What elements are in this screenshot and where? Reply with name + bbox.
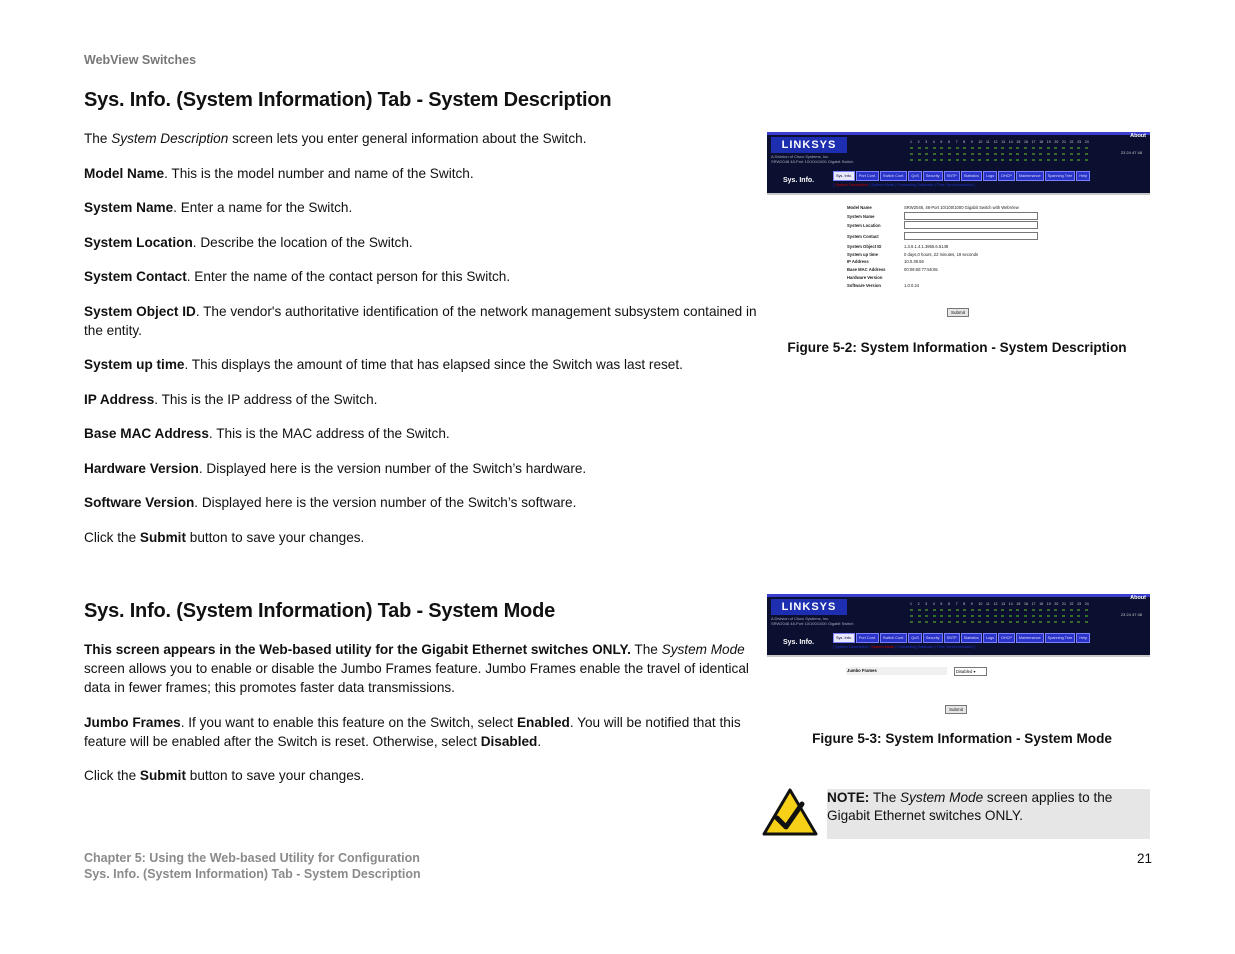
- port-led: [925, 621, 928, 623]
- port-led: [1024, 609, 1027, 611]
- port-number: 14: [1008, 140, 1013, 144]
- port-led: [1085, 621, 1088, 623]
- port-led: [986, 621, 989, 623]
- port-number: 6: [948, 140, 950, 144]
- subnav-link[interactable]: Time Synchronization: [936, 645, 973, 649]
- port-panel: [910, 602, 1094, 628]
- port-led: [1070, 153, 1073, 155]
- port-led: [1054, 609, 1057, 611]
- port-led: [963, 609, 966, 611]
- port-led: [1062, 159, 1065, 161]
- linksys-logo: LINKSYS: [771, 599, 847, 615]
- port-led: [978, 609, 981, 611]
- port-led: [956, 609, 959, 611]
- port-number: 4: [932, 140, 935, 144]
- port-number: 4: [932, 602, 935, 606]
- port-led: [918, 615, 921, 617]
- port-led: [910, 153, 913, 155]
- about-link[interactable]: About: [1130, 595, 1146, 601]
- port-led: [948, 621, 951, 623]
- tab-item[interactable]: Spanning Tree: [1045, 171, 1076, 181]
- port-led: [940, 153, 943, 155]
- system-description-form: [767, 195, 1150, 325]
- port-led: [1016, 159, 1019, 161]
- text-input[interactable]: [904, 232, 1038, 240]
- port-led: [1009, 147, 1012, 149]
- port-led: [925, 153, 928, 155]
- system-mode-form: [767, 657, 1150, 717]
- port-led: [1062, 615, 1065, 617]
- intro-paragraph: The System Description screen lets you enter general information about the Switch.: [84, 131, 587, 146]
- port-led: [933, 159, 936, 161]
- port-led: [1077, 621, 1080, 623]
- port-led: [1016, 609, 1019, 611]
- port-led: [1085, 615, 1088, 617]
- section-title-system-mode: Sys. Info. (System Information) Tab - System Mode: [84, 600, 556, 622]
- port-led: [1024, 621, 1027, 623]
- port-led: [1009, 609, 1012, 611]
- port-led: [971, 609, 974, 611]
- port-led: [1024, 147, 1027, 149]
- port-led: [963, 147, 966, 149]
- port-number: 23: [1077, 602, 1082, 606]
- port-number: 2: [917, 602, 920, 606]
- port-led: [986, 153, 989, 155]
- definition-item: Software Version. Displayed here is the version number of the Switch’s software.: [84, 495, 577, 510]
- system-description-screenshot: [767, 132, 1150, 332]
- port-led: [1039, 615, 1042, 617]
- screenshot-navrow: [767, 169, 1150, 195]
- port-led: [971, 615, 974, 617]
- form-value: 1.3.6.1.4.1.3955.6.5148: [904, 244, 949, 249]
- port-number: 22: [1069, 140, 1074, 144]
- port-led: [1070, 159, 1073, 161]
- tab-item[interactable]: Help: [1076, 633, 1090, 643]
- port-number: 8: [963, 602, 966, 606]
- port-led: [994, 147, 997, 149]
- port-led: [918, 621, 921, 623]
- figure-caption-5-2: Figure 5-2: System Information - System Description: [787, 340, 1127, 355]
- tab-item[interactable]: Maintenance: [1016, 633, 1044, 643]
- port-number: 17: [1031, 140, 1036, 144]
- form-label: Software Version: [847, 283, 881, 288]
- port-number: 9: [970, 140, 973, 144]
- port-led: [1070, 615, 1073, 617]
- definition-item: System up time. This displays the amount of time that has elapsed since the Switch was last reset.: [84, 357, 683, 372]
- port-led: [948, 615, 951, 617]
- port-number: 15: [1016, 602, 1021, 606]
- click-submit-paragraph-2: Click the Submit button to save your changes.: [84, 768, 365, 783]
- port-led: [1009, 159, 1012, 161]
- port-led: [956, 159, 959, 161]
- port-led: [1085, 609, 1088, 611]
- port-led: [1077, 615, 1080, 617]
- nav-title: Sys. Info.: [783, 639, 815, 646]
- port-number: 18: [1039, 602, 1044, 606]
- port-number: 10: [978, 602, 983, 606]
- port-led: [1077, 159, 1080, 161]
- subnav-link[interactable]: System Mode: [870, 183, 895, 187]
- form-label: Model Name: [847, 205, 872, 210]
- definition-item: System Contact. Enter the name of the contact person for this Switch.: [84, 269, 511, 284]
- port-number: 5: [940, 140, 943, 144]
- definition-item: Base MAC Address. This is the MAC address of the Switch.: [84, 426, 450, 441]
- port-number: 6: [948, 602, 950, 606]
- port-panel: [910, 140, 1094, 166]
- tab-item[interactable]: Statistics: [961, 633, 982, 643]
- definition-item: System Location. Describe the location of the Switch.: [84, 234, 413, 250]
- port-led: [994, 153, 997, 155]
- port-led: [956, 615, 959, 617]
- port-led: [1085, 147, 1088, 149]
- tab-item[interactable]: Security: [923, 171, 943, 181]
- port-led: [1077, 147, 1080, 149]
- port-number: 11: [986, 602, 990, 606]
- footer-chapter: Chapter 5: Using the Web-based Utility for Configuration Sys. Info. (System Information) Tab - System Description: [84, 851, 421, 881]
- port-number: 13: [1001, 602, 1006, 606]
- port-led: [925, 159, 928, 161]
- port-led: [956, 153, 959, 155]
- definition-item: System Object ID. The vendor's authoritative identification of the network management subsystem contained in the entity.: [84, 303, 757, 338]
- port-led: [933, 609, 936, 611]
- port-led: [1009, 153, 1012, 155]
- port-led: [1032, 621, 1035, 623]
- port-led: [1062, 147, 1065, 149]
- port-led: [933, 621, 936, 623]
- port-led: [963, 621, 966, 623]
- port-led: [1085, 153, 1088, 155]
- port-led: [918, 159, 921, 161]
- port-number: 20: [1054, 140, 1059, 144]
- port-number: 18: [1039, 140, 1044, 144]
- port-led: [994, 159, 997, 161]
- screenshot-navrow: [767, 631, 1150, 657]
- port-led: [1001, 153, 1004, 155]
- port-number: 14: [1008, 602, 1013, 606]
- section-title-system-description: Sys. Info. (System Information) Tab - System Description: [84, 89, 612, 111]
- tab-item[interactable]: Switch Conf.: [880, 633, 907, 643]
- form-value: 00:09:60:77:56:65: [904, 267, 938, 272]
- form-value: 1.0.0.24: [904, 283, 920, 288]
- port-led: [1047, 147, 1050, 149]
- port-led: [1054, 621, 1057, 623]
- port-number: 8: [963, 140, 966, 144]
- port-number: 11: [986, 140, 990, 144]
- about-link[interactable]: About: [1130, 133, 1146, 139]
- port-number: 20: [1054, 602, 1059, 606]
- port-number: 17: [1031, 602, 1036, 606]
- logo-subtitle: A Division of Cisco Systems, Inc. SRW2048 48-Port 10/100/1000 Gigabit Switch: [771, 616, 854, 626]
- port-number: 5: [940, 602, 943, 606]
- tab-item[interactable]: DHCP: [998, 633, 1015, 643]
- tab-bar: [833, 633, 1090, 643]
- tab-item[interactable]: SNTP: [944, 633, 960, 643]
- port-led: [994, 615, 997, 617]
- port-led: [1062, 153, 1065, 155]
- system-mode-screenshot: [767, 594, 1150, 720]
- subnav-link[interactable]: Forwarding Database: [897, 183, 934, 187]
- port-led: [978, 147, 981, 149]
- port-led: [994, 609, 997, 611]
- form-label: System Name: [847, 214, 875, 219]
- port-led: [933, 615, 936, 617]
- port-led: [963, 153, 966, 155]
- text-input[interactable]: [904, 212, 1038, 220]
- port-led: [963, 615, 966, 617]
- system-mode-paragraph: This screen appears in the Web-based utility for the Gigabit Ethernet switches ONLY. The System Mode screen allows you to enable or disable the Jumbo Frames feature. Jumbo Frames enable the travel of identical data in fewer frames; this promotes faster data transmissions.: [84, 642, 749, 695]
- port-led: [1085, 159, 1088, 161]
- port-led: [1024, 615, 1027, 617]
- port-led: [948, 159, 951, 161]
- system-description-body: [84, 129, 760, 562]
- port-led: [1032, 609, 1035, 611]
- port-led: [978, 615, 981, 617]
- port-number: 7: [955, 140, 958, 144]
- port-led: [1009, 615, 1012, 617]
- subnav-link[interactable]: Time Synchronization: [936, 183, 973, 187]
- port-led: [1039, 159, 1042, 161]
- port-number: 1: [910, 140, 912, 144]
- port-number: 23: [1077, 140, 1082, 144]
- port-led: [948, 153, 951, 155]
- subnav-link[interactable]: System Description: [835, 645, 868, 649]
- screenshot-topbar: [767, 594, 1150, 631]
- tab-item[interactable]: Switch Conf.: [880, 171, 907, 181]
- tab-item[interactable]: SNTP: [944, 171, 960, 181]
- port-number: 15: [1016, 140, 1021, 144]
- port-led: [1039, 147, 1042, 149]
- subnav-link[interactable]: System Mode: [870, 645, 895, 649]
- form-label: System Object ID: [847, 244, 882, 249]
- port-led: [956, 621, 959, 623]
- port-led: [1054, 147, 1057, 149]
- click-submit-paragraph: Click the Submit button to save your changes.: [84, 529, 365, 545]
- port-led: [1039, 609, 1042, 611]
- port-led: [925, 609, 928, 611]
- port-number: 24: [1084, 602, 1089, 606]
- tab-item[interactable]: Logs: [983, 171, 997, 181]
- port-led: [1062, 621, 1065, 623]
- port-led: [1001, 621, 1004, 623]
- port-led: [1024, 153, 1027, 155]
- form-label: System Location: [847, 223, 881, 228]
- port-number: 2: [917, 140, 920, 144]
- port-led: [1054, 615, 1057, 617]
- form-label: System Contact: [847, 234, 879, 239]
- port-led: [918, 147, 921, 149]
- tab-item[interactable]: Sys. Info.: [833, 633, 855, 643]
- port-led: [910, 621, 913, 623]
- port-led: [978, 621, 981, 623]
- port-led: [1032, 153, 1035, 155]
- linksys-logo: LINKSYS: [771, 137, 847, 153]
- port-led: [1001, 615, 1004, 617]
- port-number: 12: [993, 602, 998, 606]
- port-led: [986, 615, 989, 617]
- port-led: [1070, 609, 1073, 611]
- port-led: [1062, 609, 1065, 611]
- definition-item: Hardware Version. Displayed here is the version number of the Switch’s hardware.: [84, 460, 587, 476]
- note-text: NOTE: The System Mode screen applies to the Gigabit Ethernet switches ONLY.: [827, 790, 1113, 823]
- port-led: [918, 609, 921, 611]
- subnav: [ System Description | System Mode | Forwarding Database | Time Synchronization ]: [833, 183, 976, 187]
- port-number: 1: [910, 602, 912, 606]
- form-value: 10.0.39.56: [904, 259, 924, 264]
- port-led: [986, 147, 989, 149]
- port-number: 21: [1062, 140, 1066, 144]
- port-led: [1039, 621, 1042, 623]
- logo-subtitle: A Division of Cisco Systems, Inc. SRW2048 48-Port 10/100/1000 Gigabit Switch: [771, 154, 854, 164]
- port-led: [956, 147, 959, 149]
- tab-item[interactable]: Sys. Info.: [833, 171, 855, 181]
- port-led: [986, 609, 989, 611]
- port-number: 3: [925, 602, 928, 606]
- port-led: [910, 147, 913, 149]
- form-label: IP Address: [847, 259, 869, 264]
- port-led: [1047, 621, 1050, 623]
- form-value: SRW2048, 48-Port 10/100/1000 Gigabit Switch with WebView: [904, 205, 1019, 210]
- port-led: [1054, 159, 1057, 161]
- tab-bar: [833, 171, 1090, 181]
- port-number: 19: [1046, 140, 1051, 144]
- form-label: Base MAC Address: [847, 267, 886, 272]
- port-number: 10: [978, 140, 983, 144]
- running-header: WebView Switches: [84, 53, 197, 67]
- system-mode-body: [84, 640, 752, 801]
- port-led: [1070, 621, 1073, 623]
- port-led: [940, 159, 943, 161]
- tab-item[interactable]: Logs: [983, 633, 997, 643]
- figure-caption-5-3: Figure 5-3: System Information - System Mode: [812, 731, 1112, 746]
- checkmark-warning-icon: [762, 788, 818, 836]
- port-led: [978, 153, 981, 155]
- port-led: [1016, 621, 1019, 623]
- port-led: [940, 615, 943, 617]
- port-led: [978, 159, 981, 161]
- port-number: 13: [1001, 140, 1006, 144]
- port-led: [940, 147, 943, 149]
- port-led: [933, 153, 936, 155]
- port-led: [1077, 609, 1080, 611]
- tab-item[interactable]: DHCP: [998, 171, 1015, 181]
- ports-right-labels: 23 24 47 48: [1120, 612, 1142, 617]
- port-number: 19: [1046, 602, 1051, 606]
- nav-title: Sys. Info.: [783, 177, 815, 184]
- definition-item: System Name. Enter a name for the Switch.: [84, 200, 353, 215]
- port-led: [1016, 615, 1019, 617]
- tab-item[interactable]: QoS: [908, 633, 922, 643]
- port-number: 24: [1084, 140, 1089, 144]
- port-led: [1001, 609, 1004, 611]
- tab-item[interactable]: Port Conf.: [856, 633, 879, 643]
- form-value: 0 days,0 hours, 22 minutes, 19 seconds: [904, 252, 979, 257]
- port-led: [1016, 147, 1019, 149]
- screenshot-topbar: [767, 132, 1150, 169]
- form-label: System up time: [847, 252, 878, 257]
- definition-item: Model Name. This is the model number and name of the Switch.: [84, 165, 474, 181]
- port-led: [1001, 159, 1004, 161]
- port-led: [971, 159, 974, 161]
- port-led: [1001, 147, 1004, 149]
- port-led: [940, 621, 943, 623]
- tab-item[interactable]: Statistics: [961, 171, 982, 181]
- port-led: [1039, 153, 1042, 155]
- port-number: 16: [1024, 602, 1028, 606]
- port-led: [910, 609, 913, 611]
- port-led: [994, 621, 997, 623]
- port-number: 22: [1069, 602, 1074, 606]
- port-led: [1032, 147, 1035, 149]
- subnav-link[interactable]: System Description: [835, 183, 868, 187]
- port-led: [1047, 615, 1050, 617]
- form-label: Hardware Version: [847, 275, 883, 280]
- port-led: [925, 147, 928, 149]
- port-led: [1047, 153, 1050, 155]
- port-led: [1032, 159, 1035, 161]
- subnav-link[interactable]: Forwarding Database: [897, 645, 934, 649]
- port-led: [918, 153, 921, 155]
- port-led: [1070, 147, 1073, 149]
- port-led: [1032, 615, 1035, 617]
- tab-item[interactable]: Spanning Tree: [1045, 633, 1076, 643]
- port-led: [910, 615, 913, 617]
- port-led: [933, 147, 936, 149]
- port-led: [963, 159, 966, 161]
- port-number: 21: [1062, 602, 1066, 606]
- port-led: [1047, 609, 1050, 611]
- tab-item[interactable]: QoS: [908, 171, 922, 181]
- port-number: 7: [955, 602, 958, 606]
- tab-item[interactable]: Maintenance: [1016, 171, 1044, 181]
- tab-item[interactable]: Help: [1076, 171, 1090, 181]
- text-input[interactable]: [904, 221, 1038, 229]
- port-led: [1009, 621, 1012, 623]
- port-led: [971, 621, 974, 623]
- ports-right-labels: 23 24 47 48: [1120, 150, 1142, 155]
- port-led: [1016, 153, 1019, 155]
- jumbo-frames-paragraph: Jumbo Frames. If you want to enable this feature on the Switch, select Enabled. You will be notified that this feature will be enabled after the Switch is reset. Otherwise, select Disabled.: [84, 714, 741, 749]
- submit-button[interactable]: Submit: [947, 308, 969, 317]
- subnav: [ System Description | System Mode | Forwarding Database | Time Synchronization ]: [833, 645, 976, 649]
- tab-item[interactable]: Port Conf.: [856, 171, 879, 181]
- port-led: [1024, 159, 1027, 161]
- port-number: 3: [925, 140, 928, 144]
- tab-item[interactable]: Security: [923, 633, 943, 643]
- port-led: [986, 159, 989, 161]
- port-number: 16: [1024, 140, 1028, 144]
- port-led: [1047, 159, 1050, 161]
- port-number: 9: [970, 602, 973, 606]
- port-led: [948, 147, 951, 149]
- port-led: [925, 615, 928, 617]
- port-led: [948, 609, 951, 611]
- port-led: [940, 609, 943, 611]
- port-led: [971, 153, 974, 155]
- port-number: 12: [993, 140, 998, 144]
- port-led: [1077, 153, 1080, 155]
- port-led: [1054, 153, 1057, 155]
- jumbo-frames-label: Jumbo Frames: [846, 667, 947, 675]
- jumbo-frames-select[interactable]: Disabled ▾: [954, 667, 987, 676]
- page-number: 21: [1136, 851, 1152, 866]
- submit-button[interactable]: Submit: [945, 705, 967, 714]
- port-led: [910, 159, 913, 161]
- port-led: [971, 147, 974, 149]
- definition-item: IP Address. This is the IP address of the Switch.: [84, 391, 378, 407]
